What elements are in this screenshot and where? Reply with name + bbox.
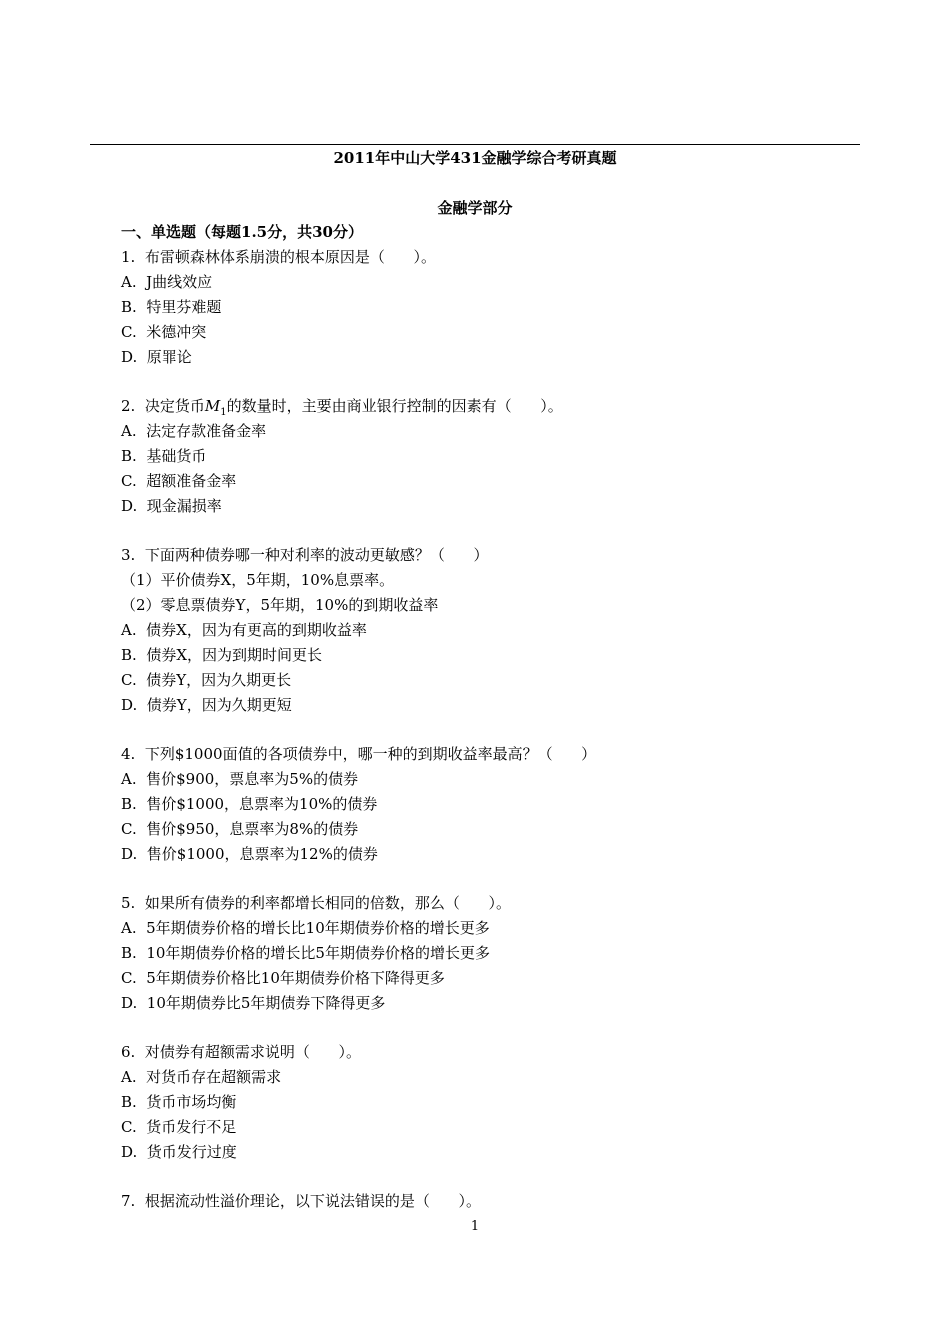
- question-2-option-a: A. 法定存款准备金率: [121, 422, 267, 440]
- question-2-option-b: B. 基础货币: [121, 447, 207, 465]
- question-3-sub-item-2: （2）零息票债券Y，5年期，10%的到期收益率: [121, 596, 439, 614]
- question-2-option-c: C. 超额准备金率: [121, 472, 237, 490]
- question-6-option-d: D. 货币发行过度: [121, 1143, 237, 1161]
- question-3-option-b: B. 债券X，因为到期时间更长: [121, 646, 323, 664]
- question-3-option-c: C. 债券Y，因为久期更长: [121, 671, 292, 689]
- document-title: 2011年中山大学431金融学综合考研真题: [333, 149, 617, 167]
- question-1-option-b: B. 特里芬难题: [121, 298, 222, 316]
- spacer: [121, 370, 861, 394]
- header-rule: [90, 144, 860, 145]
- spacer: [121, 867, 861, 891]
- question-5-option-b: B. 10年期债券价格的增长比5年期债券价格的增长更多: [121, 944, 490, 962]
- question-5-option-c: C. 5年期债券价格比10年期债券价格下降得更多: [121, 969, 445, 987]
- spacer: [121, 718, 861, 742]
- question-2-stem-before: 2. 决定货币: [121, 397, 205, 415]
- question-4-option-d: D. 售价$1000，息票率为12%的债券: [121, 845, 378, 863]
- question-2-option-d: D. 现金漏损率: [121, 497, 222, 515]
- page-number: 1: [470, 1219, 480, 1234]
- question-3-sub-item-1: （1）平价债券X，5年期，10%息票率。: [121, 571, 395, 589]
- question-5-option-a: A. 5年期债券价格的增长比10年期债券价格的增长更多: [121, 919, 490, 937]
- question-4-stem: 4. 下列$1000面值的各项债券中，哪一种的到期收益率最高？（ ）: [121, 745, 597, 763]
- question-3-stem: 3. 下面两种债券哪一种对利率的波动更敏感？（ ）: [121, 546, 489, 564]
- question-5-option-d: D. 10年期债券比5年期债券下降得更多: [121, 994, 386, 1012]
- question-6-option-b: B. 货币市场均衡: [121, 1093, 237, 1111]
- question-6-stem: 6. 对债券有超额需求说明（ ）。: [121, 1043, 361, 1061]
- question-6-option-c: C. 货币发行不足: [121, 1118, 237, 1136]
- spacer: [121, 519, 861, 543]
- question-1-option-d: D. 原罪论: [121, 348, 192, 366]
- section-heading: 一、单选题（每题1.5分，共30分）: [121, 223, 363, 241]
- question-3-option-a: A. 债券X，因为有更高的到期收益率: [121, 621, 367, 639]
- question-3-option-d: D. 债券Y，因为久期更短: [121, 696, 292, 714]
- question-2-stem: [121, 394, 861, 419]
- question-4-option-c: C. 售价$950，息票率为8%的债券: [121, 820, 359, 838]
- question-1-stem: 1. 布雷顿森林体系崩溃的根本原因是（ ）。: [121, 248, 436, 266]
- question-4-option-a: A. 售价$900，票息率为5%的债券: [121, 770, 359, 788]
- question-6-option-a: A. 对货币存在超额需求: [121, 1068, 282, 1086]
- spacer: [121, 1165, 861, 1189]
- question-4-option-b: B. 售价$1000，息票率为10%的债券: [121, 795, 378, 813]
- money-supply-symbol: M: [204, 397, 221, 415]
- section-subtitle: 金融学部分: [437, 199, 513, 217]
- question-1-option-a: A. J曲线效应: [121, 273, 213, 291]
- money-supply-subscript: 1: [220, 407, 227, 418]
- question-1-option-c: C. 米德冲突: [121, 323, 207, 341]
- spacer: [121, 1016, 861, 1040]
- question-2-stem-after: 的数量时，主要由商业银行控制的因素有（ ）。: [226, 397, 563, 415]
- question-7-stem: 7. 根据流动性溢价理论，以下说法错误的是（ ）。: [121, 1192, 481, 1210]
- question-list: [121, 220, 861, 1214]
- question-5-stem: 5. 如果所有债券的利率都增长相同的倍数，那么（ ）。: [121, 894, 511, 912]
